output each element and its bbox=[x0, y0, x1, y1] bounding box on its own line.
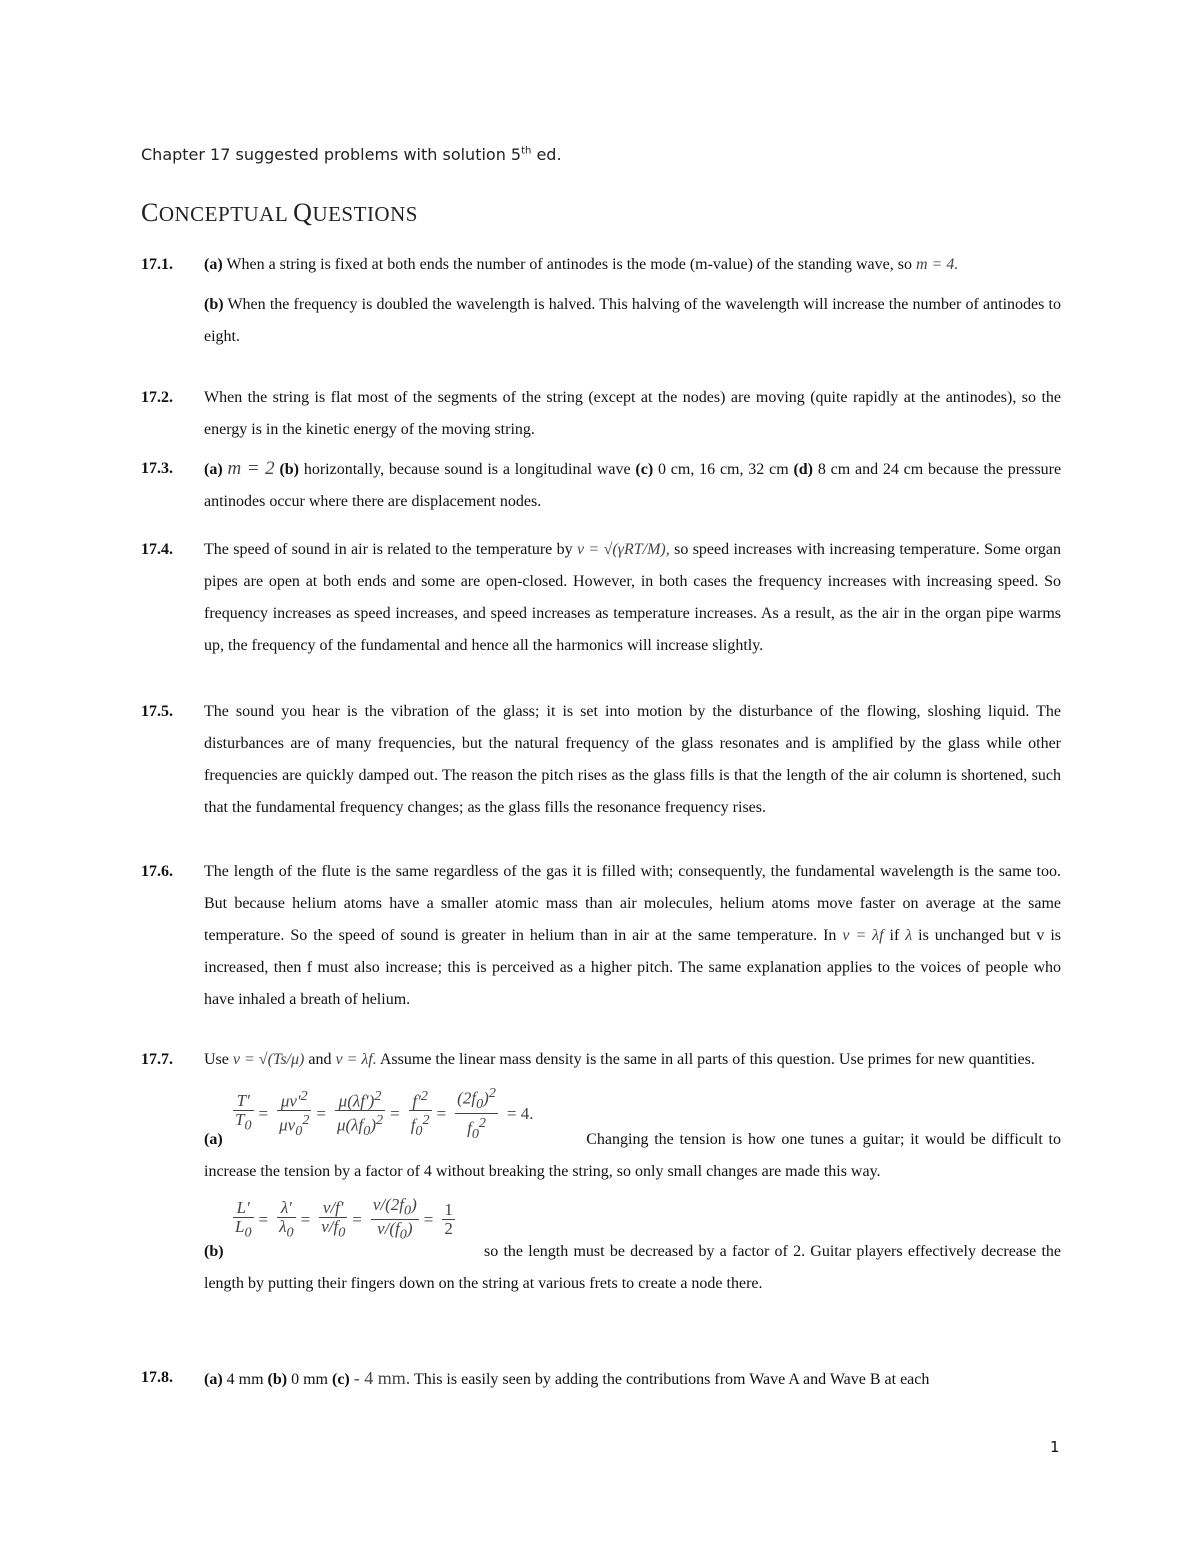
section-word-1: ONCEPTUAL bbox=[158, 202, 288, 226]
part-a-text: 4 mm bbox=[226, 1371, 264, 1388]
equation: v = λf. bbox=[335, 1051, 377, 1068]
part-label-a: (a) bbox=[204, 461, 223, 478]
problem-number: 17.4. bbox=[141, 541, 173, 558]
problem-text: Assume the linear mass density is the same in all parts of this question. Use primes for new quantities. bbox=[379, 1051, 1035, 1068]
page-number: 1 bbox=[1050, 1438, 1060, 1456]
tension-ratio-equation: $\frac{T'}{T_0}$ = $\frac{\mu v'^2}{\mu v_0^2}$ = $\frac{\mu(\lambda f')^2}{\mu(\lambda f_0)^2}$ = $\frac{f'^2}{f_0^2}$ = $\frac{(2f_0)^2}{f_0^2}$ = 4. bbox=[235, 1085, 534, 1143]
header-text: Chapter 17 suggested problems with solution 5 bbox=[141, 145, 522, 164]
part-label-b: (b) bbox=[204, 296, 224, 313]
problem-17-4 bbox=[141, 534, 1061, 662]
connector-word: if bbox=[889, 927, 900, 944]
part-label-b: (b) bbox=[204, 1243, 224, 1260]
section-initial-2: Q bbox=[293, 198, 313, 227]
part-b-text: so the length must be decreased by a factor of 2. Guitar players effectively decrease the length by putting their fingers down on the string at various frets to create a node there. bbox=[204, 1243, 1062, 1292]
section-title bbox=[141, 198, 418, 228]
connector-word: and bbox=[308, 1051, 332, 1068]
header-superscript: th bbox=[521, 145, 532, 157]
equation: v = λf bbox=[842, 927, 884, 944]
problem-text: When the string is flat most of the segments of the string (except at the nodes) are moving (quite rapidly at the antinodes), so the energy is in the kinetic energy of the moving string. bbox=[204, 389, 1061, 438]
problem-number: 17.1. bbox=[141, 256, 173, 273]
part-d-text: 8 cm and 24 cm because the pressure antinodes occur where there are displacement nodes. bbox=[204, 461, 1062, 510]
section-initial-1: C bbox=[141, 198, 159, 227]
problem-17-8 bbox=[141, 1362, 1061, 1396]
part-a-text: When a string is fixed at both ends the number of antinodes is the mode (m-value) of the standing wave, so bbox=[226, 256, 912, 273]
problem-text: This is easily seen by adding the contributions from Wave A and Wave B at each bbox=[413, 1371, 930, 1388]
equation: v = √(Ts/μ) bbox=[232, 1051, 305, 1068]
problem-text-continued: so speed increases with increasing temperature. Some organ pipes are open at both ends and some are open-closed. However, in both cases the frequency increases with increasing speed. So frequency increases as speed increases, and speed increases as temperature increases. As a result, as the air in the organ pipe warms up, the frequency of the fundamental and hence all the harmonics will increase slightly. bbox=[204, 541, 1062, 654]
header-suffix: ed. bbox=[531, 145, 562, 164]
document-header bbox=[141, 145, 562, 164]
part-b-text: horizontally, because sound is a longitudinal wave bbox=[303, 461, 631, 478]
problem-text: The sound you hear is the vibration of the glass; it is set into motion by the disturbance of the flowing, sloshing liquid. The disturbances are of many frequencies, but the natural frequency of the glass resonates and is amplified by the glass while other frequencies are quickly damped out. The reason the pitch rises as the glass fills is that the length of the air column is shortened, such that the fundamental frequency changes; as the glass fills the resonance frequency rises. bbox=[204, 703, 1061, 816]
part-label-c: (c) bbox=[635, 461, 654, 478]
problem-number: 17.3. bbox=[141, 460, 173, 477]
problem-17-3 bbox=[141, 453, 1061, 518]
problem-number: 17.6. bbox=[141, 863, 173, 880]
problem-number: 17.7. bbox=[141, 1051, 173, 1068]
problem-number: 17.5. bbox=[141, 703, 173, 720]
problem-17-6 bbox=[141, 856, 1061, 1016]
length-ratio-equation: $\frac{L'}{L_0}$ = $\frac{\lambda'}{\lambda_0}$ = $\frac{v/f'}{v/f_0}$ = $\frac{v/(2f_0)}{v/(f_0)}$ = $\frac{1}{2}$ bbox=[235, 1195, 453, 1243]
equation: m = 4. bbox=[915, 256, 959, 273]
part-label-c: (c) bbox=[332, 1371, 350, 1388]
equation: - 4 mm. bbox=[353, 1368, 411, 1388]
part-label-a: (a) bbox=[204, 1371, 223, 1388]
part-b-text: 0 mm bbox=[291, 1371, 328, 1388]
part-a-text: Changing the tension is how one tunes a guitar; it would be difficult to increase the tension by a factor of 4 without breaking the string, so only small changes are made this way. bbox=[204, 1131, 1062, 1180]
problem-number: 17.8. bbox=[141, 1369, 173, 1386]
problem-17-5 bbox=[141, 696, 1061, 824]
equation: m = 2 bbox=[227, 458, 275, 479]
problem-text: The speed of sound in air is related to the temperature by bbox=[204, 541, 573, 558]
problem-text-continued: is unchanged but v is increased, then f must also increase; this is perceived as a higher pitch. The same explanation applies to the voices of people who have inhaled a breath of helium. bbox=[204, 927, 1062, 1008]
part-label-a: (a) bbox=[204, 256, 223, 273]
problem-17-1 bbox=[141, 249, 1061, 353]
part-label-d: (d) bbox=[793, 461, 814, 478]
equation: v = √(γRT/M), bbox=[576, 541, 670, 558]
connector-word: Use bbox=[204, 1051, 229, 1068]
section-word-2: UESTIONS bbox=[312, 202, 418, 226]
part-b-text: When the frequency is doubled the wavelength is halved. This halving of the wavelength will increase the number of antinodes to eight. bbox=[204, 296, 1061, 345]
part-label-b: (b) bbox=[267, 1371, 288, 1388]
problem-17-2 bbox=[141, 382, 1061, 446]
part-label-b: (b) bbox=[279, 461, 299, 478]
problem-17-7 bbox=[141, 1044, 1061, 1300]
problem-text: The length of the flute is the same regardless of the gas it is filled with; consequently, the fundamental wavelength is the same too. But because helium atoms have a smaller atomic mass than air molecules, helium atoms move faster on average at the same temperature. So the speed of sound is greater in helium than in air at the same temperature. In bbox=[204, 863, 1061, 944]
equation-result: = 4. bbox=[506, 1103, 534, 1123]
equation: λ bbox=[905, 927, 913, 944]
part-c-text: 0 cm, 16 cm, 32 cm bbox=[658, 461, 789, 478]
part-label-a: (a) bbox=[204, 1131, 223, 1148]
problem-number: 17.2. bbox=[141, 389, 173, 406]
